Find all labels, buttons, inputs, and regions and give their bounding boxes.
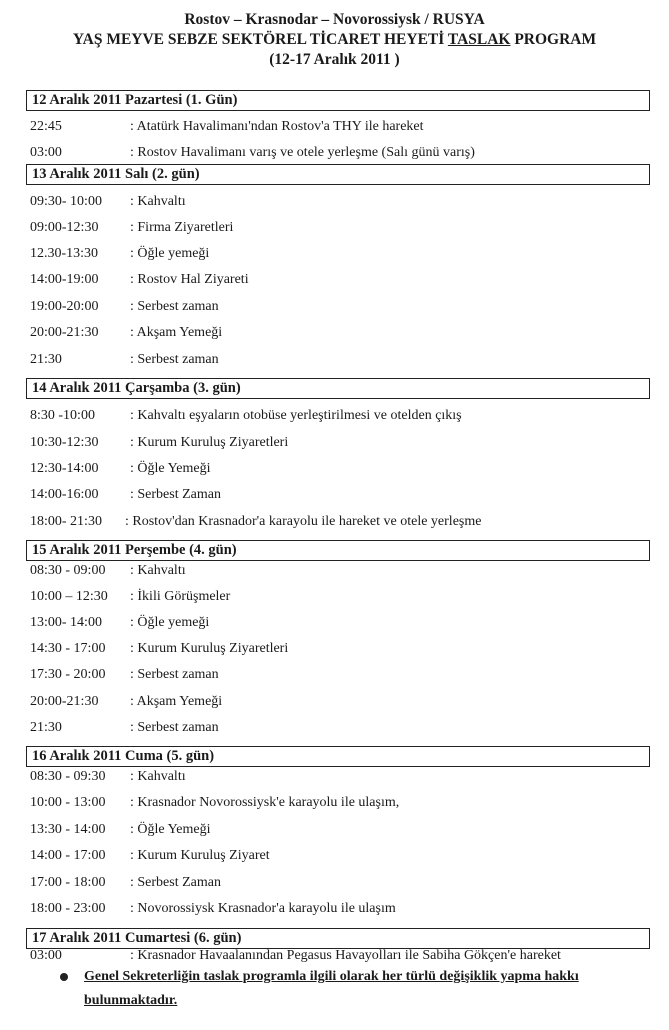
row-activity: : Kurum Kuruluş Ziyaretleri [130,435,289,450]
row-activity: : Öğle Yemeği [130,822,211,837]
schedule-row [30,350,650,370]
row-activity: : Atatürk Havalimanı'ndan Rostov'a THY ile hareket [130,119,424,134]
schedule-row [30,459,650,479]
row-time: 17:30 - 20:00 [30,667,106,682]
title-line-2-post: PROGRAM [510,31,597,48]
day-5-header: 16 Aralık 2011 Cuma (5. gün) [26,746,650,767]
schedule-row [30,192,650,212]
row-time: 14:00-16:00 [30,487,99,502]
row-time: 13:30 - 14:00 [30,822,106,837]
schedule-row [30,665,650,685]
schedule-row [30,639,650,659]
row-time: 8:30 -10:00 [30,408,95,423]
row-activity: : Kurum Kuruluş Ziyaret [130,848,270,863]
schedule-row [30,692,650,712]
row-activity: : Kurum Kuruluş Ziyaretleri [130,641,289,656]
schedule-row [30,270,650,290]
row-time: 20:00-21:30 [30,325,99,340]
row-activity: : Rostov Havalimanı varış ve otele yerleşme (Salı günü varış) [130,145,475,160]
row-activity: : Akşam Yemeği [130,694,223,709]
schedule-row [30,406,650,426]
row-time: 14:00-19:00 [30,272,99,287]
title-line-1: Rostov – Krasnodar – Novorossiysk / RUSYA [184,11,485,28]
schedule-row [30,561,650,581]
row-time: 12:30-14:00 [30,461,99,476]
day-4-header: 15 Aralık 2011 Perşembe (4. gün) [26,540,650,561]
schedule-row [30,512,650,532]
schedule-row [30,767,650,787]
row-time: 09:00-12:30 [30,220,99,235]
row-time: 21:30 [30,352,62,367]
row-time: 18:00 - 23:00 [30,901,106,916]
day-1-header: 12 Aralık 2011 Pazartesi (1. Gün) [26,90,650,111]
row-activity: : Öğle Yemeği [130,461,211,476]
row-activity: : Kahvaltı [130,563,186,578]
row-activity: : Krasnador Novorossiysk'e karayolu ile ulaşım, [130,795,400,810]
row-time: 14:00 - 17:00 [30,848,106,863]
row-activity: : Serbest Zaman [130,487,221,502]
schedule-row [30,718,650,738]
schedule-row [30,218,650,238]
schedule-row [30,946,650,966]
row-time: 17:00 - 18:00 [30,875,106,890]
row-activity: : Akşam Yemeği [130,325,223,340]
row-time: 13:00- 14:00 [30,615,102,630]
row-activity: : Firma Ziyaretleri [130,220,234,235]
schedule-row [30,143,650,163]
row-activity: : Öğle yemeği [130,615,210,630]
day-2-header: 13 Aralık 2011 Salı (2. gün) [26,164,650,185]
schedule-row [30,117,650,137]
schedule-row [30,613,650,633]
row-activity: : İkili Görüşmeler [130,589,231,604]
schedule-row [30,297,650,317]
schedule-row [30,899,650,919]
title-date-range: (12-17 Aralık 2011 ) [269,51,400,68]
schedule-row [30,485,650,505]
row-activity: : Serbest zaman [130,667,219,682]
row-time: 20:00-21:30 [30,694,99,709]
row-time: 10:00 - 13:00 [30,795,106,810]
schedule-row [30,793,650,813]
row-activity: : Kahvaltı eşyaların otobüse yerleştirilmesi ve otelden çıkış [130,408,462,423]
row-activity: : Öğle yemeği [130,246,210,261]
row-time: 09:30- 10:00 [30,194,102,209]
row-time: 18:00- 21:30 [30,514,102,529]
document-title [0,10,669,70]
schedule-row [30,244,650,264]
row-activity: : Novorossiysk Krasnador'a karayolu ile ulaşım [130,901,396,916]
row-activity: : Serbest Zaman [130,875,221,890]
row-time: 08:30 - 09:00 [30,563,106,578]
row-time: 22:45 [30,119,62,134]
row-time: 21:30 [30,720,62,735]
schedule-row [30,323,650,343]
day-6-header: 17 Aralık 2011 Cumartesi (6. gün) [26,928,650,949]
row-activity: : Rostov Hal Ziyareti [130,272,249,287]
schedule-row [30,587,650,607]
schedule-row [30,873,650,893]
schedule-row [30,433,650,453]
row-time: 10:30-12:30 [30,435,99,450]
bullet-icon [60,973,68,981]
schedule-row [30,820,650,840]
row-activity: : Kahvaltı [130,194,186,209]
row-activity: : Rostov'dan Krasnador'a karayolu ile hareket ve otele yerleşme [125,514,482,529]
row-activity: : Serbest zaman [130,352,219,367]
row-activity: : Serbest zaman [130,299,219,314]
note-line-2: bulunmaktadır. [84,993,178,1008]
row-time: 08:30 - 09:30 [30,769,106,784]
row-activity: : Serbest zaman [130,720,219,735]
note-line-1: Genel Sekreterliğin taslak programla ilgili olarak her türlü değişiklik yapma hakkı [84,969,579,984]
title-draft-word: TASLAK [447,31,511,48]
row-activity: : Kahvaltı [130,769,186,784]
row-time: 14:30 - 17:00 [30,641,106,656]
title-line-2 [0,30,669,50]
day-3-header: 14 Aralık 2011 Çarşamba (3. gün) [26,378,650,399]
row-time: 03:00 [30,145,62,160]
row-time: 19:00-20:00 [30,299,99,314]
row-time: 03:00 [30,948,62,963]
row-time: 12.30-13:30 [30,246,99,261]
row-time: 10:00 – 12:30 [30,589,108,604]
row-activity: : Krasnador Havaalanından Pegasus Havayolları ile Sabiha Gökçen'e hareket [130,948,561,963]
title-line-2-pre: YAŞ MEYVE SEBZE SEKTÖREL TİCARET HEYETİ [72,31,448,48]
note-text [84,965,650,1013]
schedule-row [30,846,650,866]
